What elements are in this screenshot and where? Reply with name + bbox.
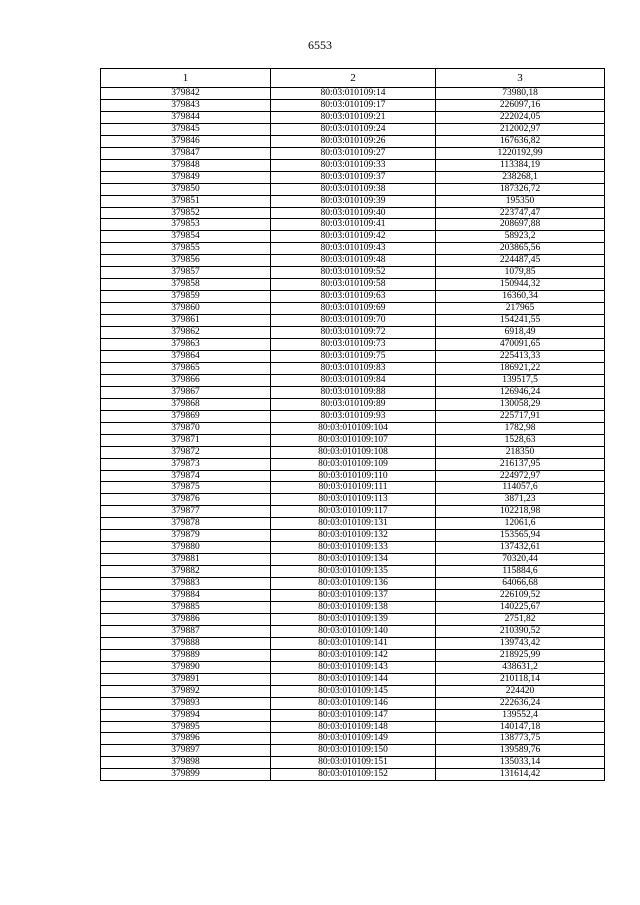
table-row <box>101 350 605 362</box>
table-row <box>101 482 605 494</box>
cadastral-number-cell: 80:03:010109:104 <box>271 422 436 434</box>
cadastral-number-cell: 80:03:010109:150 <box>271 745 436 757</box>
cadastral-number-cell: 80:03:010109:84 <box>271 374 436 386</box>
row-number-cell: 379845 <box>101 123 271 135</box>
value-cell: 195350 <box>436 195 605 207</box>
cadastral-number-cell: 80:03:010109:58 <box>271 279 436 291</box>
row-number-cell: 379881 <box>101 554 271 566</box>
row-number-cell: 379879 <box>101 530 271 542</box>
cadastral-number-cell: 80:03:010109:75 <box>271 350 436 362</box>
value-cell: 203865,56 <box>436 243 605 255</box>
table-row <box>101 231 605 243</box>
row-number-cell: 379853 <box>101 219 271 231</box>
column-header-2: 2 <box>271 69 436 88</box>
header-row <box>101 69 605 88</box>
value-cell: 226097,16 <box>436 99 605 111</box>
table-row <box>101 554 605 566</box>
value-cell: 6918,49 <box>436 327 605 339</box>
table-row <box>101 315 605 327</box>
table-row <box>101 243 605 255</box>
value-cell: 140147,18 <box>436 721 605 733</box>
table-row <box>101 135 605 147</box>
table-row <box>101 219 605 231</box>
row-number-cell: 379847 <box>101 147 271 159</box>
value-cell: 114057,6 <box>436 482 605 494</box>
value-cell: 224420 <box>436 685 605 697</box>
cadastral-number-cell: 80:03:010109:144 <box>271 673 436 685</box>
row-number-cell: 379848 <box>101 159 271 171</box>
table-row <box>101 733 605 745</box>
cadastral-number-cell: 80:03:010109:70 <box>271 315 436 327</box>
cadastral-number-cell: 80:03:010109:43 <box>271 243 436 255</box>
value-cell: 187326,72 <box>436 183 605 195</box>
table-row <box>101 458 605 470</box>
table-row <box>101 422 605 434</box>
row-number-cell: 379871 <box>101 434 271 446</box>
cadastral-number-cell: 80:03:010109:149 <box>271 733 436 745</box>
row-number-cell: 379872 <box>101 446 271 458</box>
table-row <box>101 518 605 530</box>
cadastral-number-cell: 80:03:010109:141 <box>271 637 436 649</box>
cadastral-number-cell: 80:03:010109:89 <box>271 398 436 410</box>
row-number-cell: 379865 <box>101 362 271 374</box>
cadastral-number-cell: 80:03:010109:93 <box>271 410 436 422</box>
value-cell: 225717,91 <box>436 410 605 422</box>
value-cell: 150944,32 <box>436 279 605 291</box>
table-row <box>101 709 605 721</box>
value-cell: 216137,95 <box>436 458 605 470</box>
value-cell: 130058,29 <box>436 398 605 410</box>
table-row <box>101 88 605 100</box>
value-cell: 218350 <box>436 446 605 458</box>
cadastral-number-cell: 80:03:010109:40 <box>271 207 436 219</box>
row-number-cell: 379852 <box>101 207 271 219</box>
value-cell: 115884,6 <box>436 566 605 578</box>
row-number-cell: 379899 <box>101 769 271 781</box>
cadastral-number-cell: 80:03:010109:113 <box>271 494 436 506</box>
cadastral-number-cell: 80:03:010109:146 <box>271 697 436 709</box>
table-row <box>101 566 605 578</box>
table-row <box>101 697 605 709</box>
cadastral-number-cell: 80:03:010109:37 <box>271 171 436 183</box>
row-number-cell: 379869 <box>101 410 271 422</box>
cadastral-number-cell: 80:03:010109:17 <box>271 99 436 111</box>
row-number-cell: 379896 <box>101 733 271 745</box>
column-header-1: 1 <box>101 69 271 88</box>
table-row <box>101 685 605 697</box>
value-cell: 208697,88 <box>436 219 605 231</box>
row-number-cell: 379886 <box>101 613 271 625</box>
value-cell: 131614,42 <box>436 769 605 781</box>
cadastral-number-cell: 80:03:010109:137 <box>271 590 436 602</box>
table-row <box>101 530 605 542</box>
row-number-cell: 379849 <box>101 171 271 183</box>
row-number-cell: 379851 <box>101 195 271 207</box>
cadastral-number-cell: 80:03:010109:39 <box>271 195 436 207</box>
cadastral-number-cell: 80:03:010109:24 <box>271 123 436 135</box>
row-number-cell: 379863 <box>101 339 271 351</box>
table-row <box>101 195 605 207</box>
cadastral-number-cell: 80:03:010109:69 <box>271 303 436 315</box>
value-cell: 438631,2 <box>436 661 605 673</box>
row-number-cell: 379880 <box>101 542 271 554</box>
row-number-cell: 379854 <box>101 231 271 243</box>
value-cell: 137432,61 <box>436 542 605 554</box>
row-number-cell: 379862 <box>101 327 271 339</box>
cadastral-number-cell: 80:03:010109:117 <box>271 506 436 518</box>
value-cell: 217965 <box>436 303 605 315</box>
value-cell: 138773,75 <box>436 733 605 745</box>
row-number-cell: 379893 <box>101 697 271 709</box>
table-row <box>101 171 605 183</box>
table-row <box>101 279 605 291</box>
value-cell: 102218,98 <box>436 506 605 518</box>
row-number-cell: 379875 <box>101 482 271 494</box>
cadastral-number-cell: 80:03:010109:83 <box>271 362 436 374</box>
row-number-cell: 379843 <box>101 99 271 111</box>
table-row <box>101 123 605 135</box>
cadastral-number-cell: 80:03:010109:142 <box>271 649 436 661</box>
cadastral-number-cell: 80:03:010109:63 <box>271 291 436 303</box>
row-number-cell: 379897 <box>101 745 271 757</box>
cadastral-number-cell: 80:03:010109:151 <box>271 757 436 769</box>
table-row <box>101 362 605 374</box>
row-number-cell: 379885 <box>101 601 271 613</box>
table-row <box>101 661 605 673</box>
value-cell: 1220192,99 <box>436 147 605 159</box>
row-number-cell: 379842 <box>101 88 271 100</box>
value-cell: 1079,85 <box>436 267 605 279</box>
cadastral-number-cell: 80:03:010109:136 <box>271 578 436 590</box>
cadastral-number-cell: 80:03:010109:148 <box>271 721 436 733</box>
value-cell: 153565,94 <box>436 530 605 542</box>
row-number-cell: 379898 <box>101 757 271 769</box>
value-cell: 139743,42 <box>436 637 605 649</box>
row-number-cell: 379874 <box>101 470 271 482</box>
value-cell: 139517,5 <box>436 374 605 386</box>
row-number-cell: 379877 <box>101 506 271 518</box>
cadastral-number-cell: 80:03:010109:132 <box>271 530 436 542</box>
row-number-cell: 379860 <box>101 303 271 315</box>
table-row <box>101 446 605 458</box>
value-cell: 139552,4 <box>436 709 605 721</box>
table-header <box>101 69 605 88</box>
page-number: 6553 <box>308 38 332 52</box>
cadastral-value-table <box>100 68 605 781</box>
cadastral-number-cell: 80:03:010109:21 <box>271 111 436 123</box>
table-row <box>101 601 605 613</box>
value-cell: 1528,63 <box>436 434 605 446</box>
table-row <box>101 637 605 649</box>
row-number-cell: 379873 <box>101 458 271 470</box>
row-number-cell: 379857 <box>101 267 271 279</box>
row-number-cell: 379867 <box>101 386 271 398</box>
table-body <box>101 88 605 781</box>
cadastral-number-cell: 80:03:010109:108 <box>271 446 436 458</box>
cadastral-number-cell: 80:03:010109:72 <box>271 327 436 339</box>
value-cell: 140225,67 <box>436 601 605 613</box>
value-cell: 222024,05 <box>436 111 605 123</box>
table-row <box>101 506 605 518</box>
table-row <box>101 470 605 482</box>
cadastral-number-cell: 80:03:010109:133 <box>271 542 436 554</box>
value-cell: 139589,76 <box>436 745 605 757</box>
table-row <box>101 745 605 757</box>
row-number-cell: 379866 <box>101 374 271 386</box>
value-cell: 12061,6 <box>436 518 605 530</box>
row-number-cell: 379889 <box>101 649 271 661</box>
cadastral-number-cell: 80:03:010109:27 <box>271 147 436 159</box>
table-row <box>101 386 605 398</box>
cadastral-number-cell: 80:03:010109:42 <box>271 231 436 243</box>
cadastral-number-cell: 80:03:010109:145 <box>271 685 436 697</box>
row-number-cell: 379864 <box>101 350 271 362</box>
table-row <box>101 410 605 422</box>
table-row <box>101 339 605 351</box>
cadastral-number-cell: 80:03:010109:139 <box>271 613 436 625</box>
table-row <box>101 673 605 685</box>
cadastral-number-cell: 80:03:010109:26 <box>271 135 436 147</box>
row-number-cell: 379878 <box>101 518 271 530</box>
value-cell: 238268,1 <box>436 171 605 183</box>
row-number-cell: 379882 <box>101 566 271 578</box>
table-row <box>101 327 605 339</box>
row-number-cell: 379858 <box>101 279 271 291</box>
row-number-cell: 379861 <box>101 315 271 327</box>
cadastral-number-cell: 80:03:010109:152 <box>271 769 436 781</box>
row-number-cell: 379891 <box>101 673 271 685</box>
value-cell: 210390,52 <box>436 625 605 637</box>
cadastral-number-cell: 80:03:010109:38 <box>271 183 436 195</box>
value-cell: 186921,22 <box>436 362 605 374</box>
value-cell: 223747,47 <box>436 207 605 219</box>
value-cell: 226109,52 <box>436 590 605 602</box>
cadastral-number-cell: 80:03:010109:73 <box>271 339 436 351</box>
value-cell: 218925,99 <box>436 649 605 661</box>
row-number-cell: 379868 <box>101 398 271 410</box>
row-number-cell: 379844 <box>101 111 271 123</box>
table-row <box>101 111 605 123</box>
row-number-cell: 379856 <box>101 255 271 267</box>
cadastral-number-cell: 80:03:010109:33 <box>271 159 436 171</box>
table-row <box>101 267 605 279</box>
value-cell: 212002,97 <box>436 123 605 135</box>
value-cell: 224487,45 <box>436 255 605 267</box>
value-cell: 470091,65 <box>436 339 605 351</box>
value-cell: 225413,33 <box>436 350 605 362</box>
value-cell: 167636,82 <box>436 135 605 147</box>
cadastral-number-cell: 80:03:010109:48 <box>271 255 436 267</box>
row-number-cell: 379887 <box>101 625 271 637</box>
cadastral-number-cell: 80:03:010109:88 <box>271 386 436 398</box>
table-row <box>101 613 605 625</box>
table-row <box>101 590 605 602</box>
cadastral-number-cell: 80:03:010109:134 <box>271 554 436 566</box>
table-row <box>101 721 605 733</box>
table-row <box>101 255 605 267</box>
table-row <box>101 291 605 303</box>
value-cell: 64066,68 <box>436 578 605 590</box>
value-cell: 154241,55 <box>436 315 605 327</box>
table-row <box>101 542 605 554</box>
value-cell: 126946,24 <box>436 386 605 398</box>
cadastral-number-cell: 80:03:010109:143 <box>271 661 436 673</box>
table-row <box>101 207 605 219</box>
table-row <box>101 494 605 506</box>
row-number-cell: 379850 <box>101 183 271 195</box>
value-cell: 73980,18 <box>436 88 605 100</box>
table-row <box>101 398 605 410</box>
cadastral-number-cell: 80:03:010109:107 <box>271 434 436 446</box>
value-cell: 113384,19 <box>436 159 605 171</box>
row-number-cell: 379870 <box>101 422 271 434</box>
table-row <box>101 183 605 195</box>
table-row <box>101 757 605 769</box>
table-row <box>101 434 605 446</box>
value-cell: 2751,82 <box>436 613 605 625</box>
row-number-cell: 379888 <box>101 637 271 649</box>
value-cell: 58923,2 <box>436 231 605 243</box>
value-cell: 1782,98 <box>436 422 605 434</box>
value-cell: 3871,23 <box>436 494 605 506</box>
cadastral-number-cell: 80:03:010109:138 <box>271 601 436 613</box>
value-cell: 16360,34 <box>436 291 605 303</box>
table-row <box>101 99 605 111</box>
row-number-cell: 379890 <box>101 661 271 673</box>
cadastral-number-cell: 80:03:010109:14 <box>271 88 436 100</box>
value-cell: 210118,14 <box>436 673 605 685</box>
table-row <box>101 147 605 159</box>
row-number-cell: 379894 <box>101 709 271 721</box>
row-number-cell: 379884 <box>101 590 271 602</box>
cadastral-number-cell: 80:03:010109:147 <box>271 709 436 721</box>
row-number-cell: 379892 <box>101 685 271 697</box>
value-cell: 224972,97 <box>436 470 605 482</box>
row-number-cell: 379876 <box>101 494 271 506</box>
table-row <box>101 769 605 781</box>
table-row <box>101 303 605 315</box>
row-number-cell: 379883 <box>101 578 271 590</box>
cadastral-number-cell: 80:03:010109:111 <box>271 482 436 494</box>
value-cell: 135033,14 <box>436 757 605 769</box>
table-row <box>101 649 605 661</box>
table-row <box>101 374 605 386</box>
row-number-cell: 379859 <box>101 291 271 303</box>
row-number-cell: 379846 <box>101 135 271 147</box>
value-cell: 222636,24 <box>436 697 605 709</box>
table-row <box>101 159 605 171</box>
table-row <box>101 625 605 637</box>
cadastral-number-cell: 80:03:010109:135 <box>271 566 436 578</box>
cadastral-number-cell: 80:03:010109:110 <box>271 470 436 482</box>
cadastral-number-cell: 80:03:010109:140 <box>271 625 436 637</box>
cadastral-number-cell: 80:03:010109:41 <box>271 219 436 231</box>
cadastral-number-cell: 80:03:010109:52 <box>271 267 436 279</box>
cadastral-number-cell: 80:03:010109:131 <box>271 518 436 530</box>
cadastral-number-cell: 80:03:010109:109 <box>271 458 436 470</box>
column-header-3: 3 <box>436 69 605 88</box>
table-row <box>101 578 605 590</box>
row-number-cell: 379895 <box>101 721 271 733</box>
row-number-cell: 379855 <box>101 243 271 255</box>
value-cell: 70320,44 <box>436 554 605 566</box>
